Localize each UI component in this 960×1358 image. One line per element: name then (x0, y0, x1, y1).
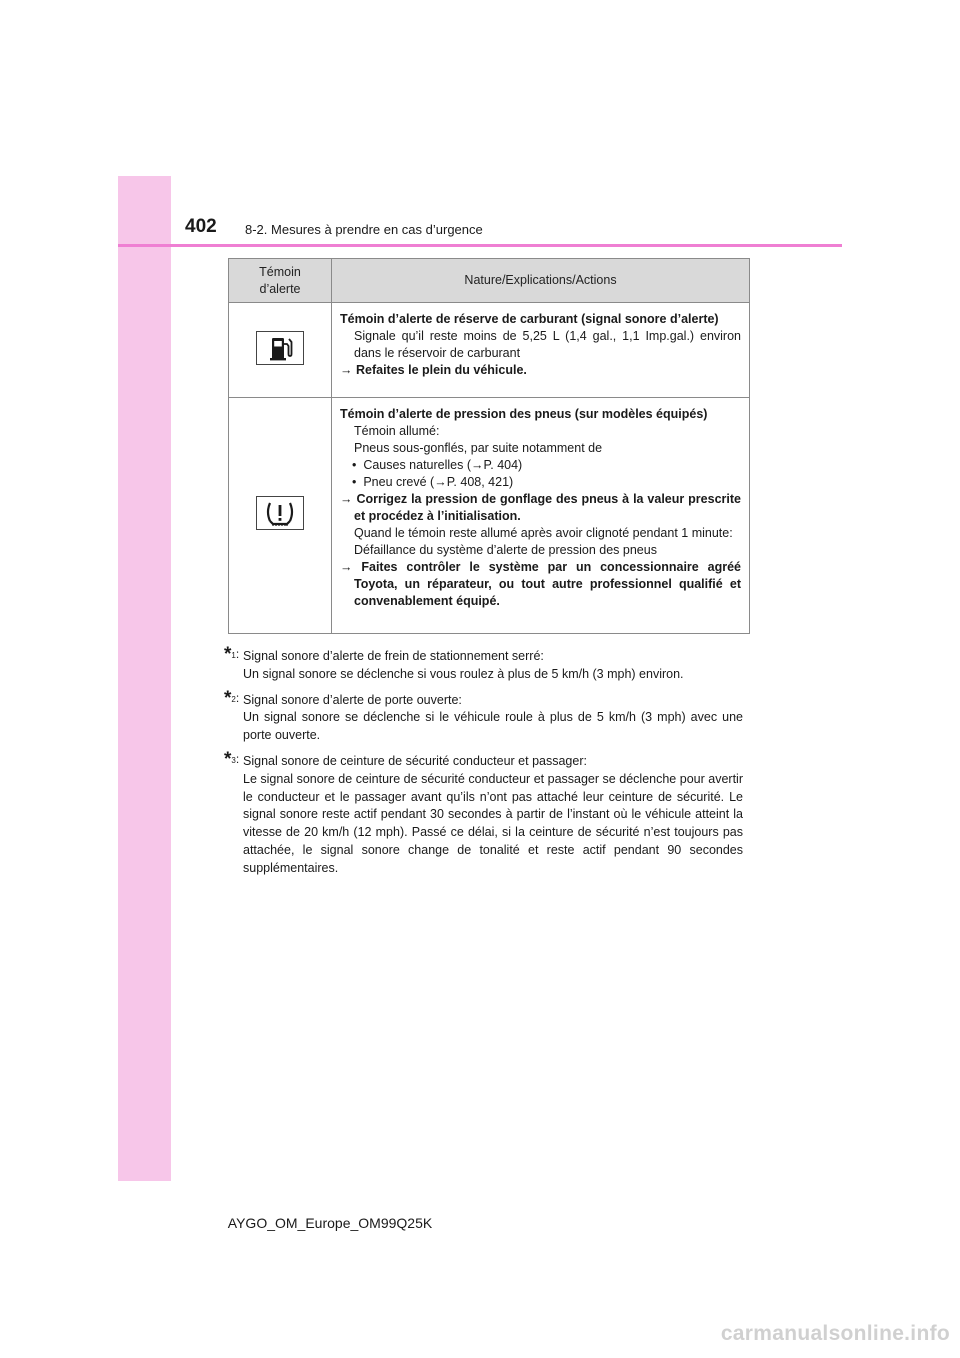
footnote (224, 687, 743, 745)
bullet-text: Causes naturelles (→P. 404) (363, 458, 523, 472)
page-number: 402 (185, 216, 217, 237)
footnote-marker: *$^1$: (224, 644, 240, 665)
column-header-warning-light: Témoin d’alerte (229, 259, 332, 303)
footer-document-id: AYGO_OM_Europe_OM99Q25K (227, 1215, 433, 1231)
entry-action (340, 491, 741, 525)
entry-title: Témoin d’alerte de réserve de carburant (signal sonore d’alerte) (340, 312, 719, 326)
action-text: Corrigez la pression de gonflage des pneus à la valeur prescrite et procédez à l’initialisation. (354, 492, 741, 523)
icon-cell (229, 398, 332, 634)
table-row (229, 303, 750, 398)
arrow-icon: → (340, 492, 357, 506)
entry-text: Témoin allumé: (354, 424, 440, 438)
table-row (229, 398, 750, 634)
footnote-title: Signal sonore de ceinture de sécurité conducteur et passager: (243, 753, 587, 768)
footnote (224, 748, 743, 878)
footnote-marker: *$^2$: (224, 687, 240, 709)
entry-text: Pneus sous-gonflés, par suite notamment de (354, 441, 603, 455)
header-rule (118, 244, 842, 247)
warning-lights-table (228, 258, 750, 634)
tire-pressure-warning-icon (256, 496, 304, 530)
action-text: Faites contrôler le système par un concessionnaire agréé Toyota, un réparateur, ou tout autre professionnel qualifié et convenablement équipé. (354, 560, 741, 608)
footnote-text: Un signal sonore se déclenche si le véhicule roule à plus de 5 km/h (3 mph) avec une porte ouverte. (243, 710, 743, 743)
arrow-icon: → (340, 560, 362, 574)
row-content (332, 303, 750, 398)
side-band (118, 176, 171, 1181)
table-header-row (229, 259, 750, 303)
bullet-text: Pneu crevé (→P. 408, 421) (363, 475, 514, 489)
entry-text: Signale qu’il reste moins de 5,25 L (1,4 gal., 1,1 Imp.gal.) environ dans le réservoir de carburant (354, 329, 741, 360)
footnotes (224, 644, 743, 886)
footnote-marker: *$^3$: (224, 748, 240, 770)
entry-title: Témoin d’alerte de pression des pneus (sur modèles équipés) (340, 407, 708, 421)
arrow-icon: → (340, 363, 356, 377)
fuel-pump-icon (256, 331, 304, 365)
watermark: carmanualsonline.info (720, 1322, 950, 1345)
footnote-text: Un signal sonore se déclenche si vous roulez à plus de 5 km/h (3 mph) environ. (243, 666, 684, 681)
footnote (224, 644, 743, 684)
section-title: 8-2. Mesures à prendre en cas d’urgence (245, 222, 483, 237)
icon-cell (229, 303, 332, 398)
list-item: • Pneu crevé (→P. 408, 421) (352, 475, 514, 489)
list-item: • Causes naturelles (→P. 404) (352, 458, 523, 472)
row-content (332, 398, 750, 634)
action-text: Refaites le plein du véhicule. (355, 363, 527, 377)
entry-action (340, 559, 741, 610)
column-header-nature: Nature/Explications/Actions (332, 259, 750, 303)
footnote-title: Signal sonore d’alerte de frein de stationnement serré: (243, 649, 544, 663)
footnote-text: Le signal sonore de ceinture de sécurité conducteur et passager se déclenche pour avertir le conducteur et le passager avant qu’ils n’ont pas attaché leur ceinture de sécurité. Le signal sonore reste actif pendant 30 secondes à partir de l’instant où le véhicule atteint la vitesse de 20 km/h (12 mph). Passé ce délai, si la ceinture de sécurité n’est toujours pas attachée, le signal sonore change de tonalité et reste actif pendant 90 secondes supplémentaires. (243, 771, 743, 875)
entry-text: Quand le témoin reste allumé après avoir clignoté pendant 1 minute: (354, 526, 733, 540)
entry-text: Défaillance du système d’alerte de pression des pneus (354, 543, 657, 557)
entry-action (340, 362, 741, 379)
footnote-title: Signal sonore d’alerte de porte ouverte: (243, 692, 462, 707)
